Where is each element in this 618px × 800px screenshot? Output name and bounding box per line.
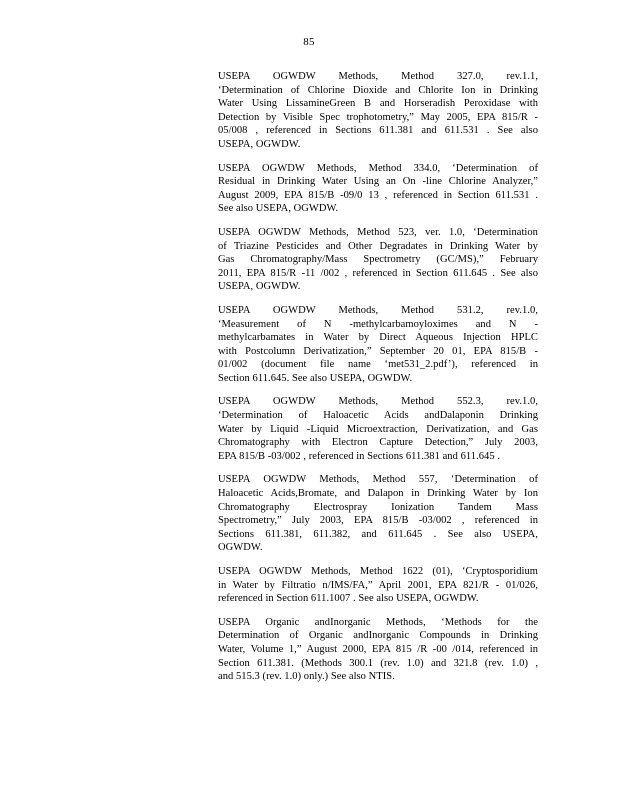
reference-line: August 2009, EPA 815/B -09/0 13 , referenced in Section 611.531 . (218, 189, 538, 201)
reference-line: USEPA OGWDW Methods, Method 552.3, rev.1.0, (218, 396, 538, 408)
reference-line: ‘Measurement of N -methylcarbamoyloximes and N - (218, 318, 538, 330)
reference-line: Chromatography with Electron Capture Detection,” July 2003, (218, 437, 538, 449)
reference-line: 2011, EPA 815/R -11 /002 , referenced in Section 611.645 . See also (218, 267, 538, 279)
reference-line: Section 611.381. (Methods 300.1 (rev. 1.0) and 321.8 (rev. 1.0) , (218, 657, 538, 669)
reference-line: USEPA OGWDW Methods, Method 523, ver. 1.0, ‘Determination (218, 226, 538, 238)
reference-line: Haloacetic Acids,Bromate, and Dalapon in Drinking Water by Ion (218, 488, 538, 500)
reference-line: methylcarbamates in Water by Direct Aqueous Injection HPLC (218, 332, 538, 344)
reference-line: Water Using LissamineGreen B and Horseradish Peroxidase with (218, 98, 538, 110)
reference-entry (218, 395, 538, 463)
reference-line: USEPA OGWDW Methods, Method 557, ‘Determination of (218, 474, 538, 486)
reference-line: of Triazine Pesticides and Other Degradates in Drinking Water by (218, 240, 538, 252)
reference-line: and 515.3 (rev. 1.0) only.) See also NTIS. (218, 671, 395, 683)
reference-line: 05/008 , referenced in Sections 611.381 and 611.531 . See also (218, 125, 538, 137)
reference-entry (218, 162, 538, 216)
reference-line: USEPA, OGWDW. (218, 138, 301, 150)
reference-line: Detection by Visible Spec trophotometry,” May 2005, EPA 815/R - (218, 111, 538, 123)
reference-entry (218, 304, 538, 386)
reference-line: Water by Liquid -Liquid Microextraction, Derivatization, and Gas (218, 423, 538, 435)
reference-line: 01/002 (document file name ‘met531_2.pdf’), referenced in (218, 359, 538, 371)
reference-line: Determination of Organic andInorganic Compounds in Drinking (218, 630, 538, 642)
reference-line: USEPA OGWDW Methods, Method 531.2, rev.1.0, (218, 304, 538, 316)
reference-line: in Water by Filtratio n/IMS/FA,” April 2001, EPA 821/R - 01/026, (218, 579, 538, 591)
reference-line: Water, Volume 1,” August 2000, EPA 815 /R -00 /014, referenced in (218, 643, 538, 655)
reference-line: with Postcolumn Derivatization,” September 20 01, EPA 815/B - (218, 345, 538, 357)
reference-line: Residual in Drinking Water Using an On -line Chlorine Analyzer,” (218, 176, 538, 188)
reference-line: Chromatography Electrospray Ionization Tandem Mass (218, 501, 538, 513)
reference-line: USEPA Organic andInorganic Methods, ‘Methods for the (218, 616, 538, 628)
page-number: 85 (303, 36, 315, 48)
reference-line: Section 611.645. See also USEPA, OGWDW. (218, 372, 413, 384)
reference-line: USEPA OGWDW Methods, Method 1622 (01), ‘Cryptosporidium (218, 566, 538, 577)
reference-line: referenced in Section 611.1007 . See also USEPA, OGWDW. (218, 593, 479, 605)
reference-entry (218, 616, 538, 684)
reference-line: USEPA OGWDW Methods, Method 327.0, rev.1.1, (218, 71, 538, 82)
reference-entry (218, 226, 538, 294)
reference-line: ‘Determination of Chlorine Dioxide and Chlorite Ion in Drinking (218, 84, 538, 96)
reference-line: USEPA OGWDW Methods, Method 334.0, ‘Determination of (218, 162, 538, 174)
reference-line: See also USEPA, OGWDW. (218, 203, 339, 215)
reference-line: OGWDW. (218, 542, 263, 554)
reference-line: Spectrometry,” July 2003, EPA 815/B -03/002 , referenced in (218, 515, 538, 527)
reference-list (218, 70, 538, 694)
reference-entry (218, 565, 538, 606)
reference-line: ‘Determination of Haloacetic Acids andDalaponin Drinking (218, 410, 538, 422)
reference-line: EPA 815/B -03/002 , referenced in Sections 611.381 and 611.645 . (218, 450, 500, 462)
reference-line: Sections 611.381, 611.382, and 611.645 . See also USEPA, (218, 528, 538, 540)
reference-entry (218, 70, 538, 152)
reference-line: Gas Chromatography/Mass Spectrometry (GC/MS),” February (218, 254, 538, 266)
reference-line: USEPA, OGWDW. (218, 281, 301, 293)
reference-entry (218, 473, 538, 555)
